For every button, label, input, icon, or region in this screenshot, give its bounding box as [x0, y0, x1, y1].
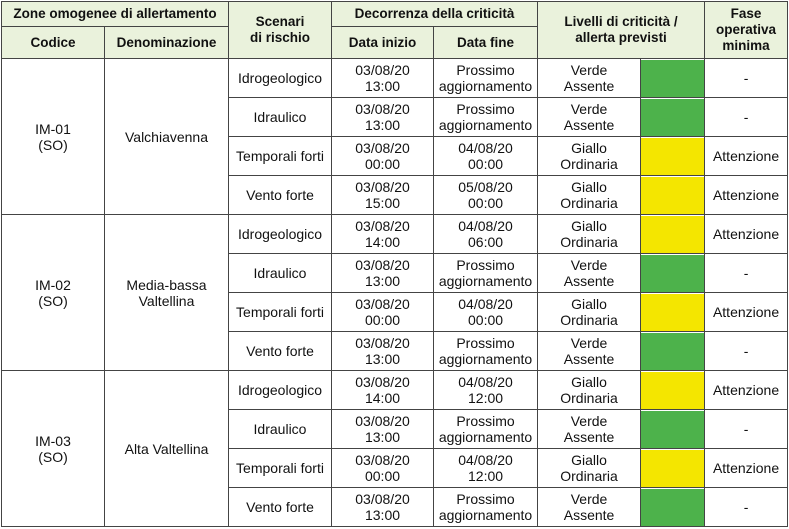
end-date-cell: Prossimo aggiornamento [434, 59, 538, 98]
start-date-cell: 03/08/20 13:00 [332, 59, 434, 98]
level-text-cell: Verde Assente [538, 98, 641, 137]
end-date-cell: Prossimo aggiornamento [434, 332, 538, 371]
time-group-header: Decorrenza della criticità [332, 2, 538, 27]
start-date-cell: 03/08/20 13:00 [332, 98, 434, 137]
scenario-cell: Vento forte [229, 488, 332, 527]
level-text-cell: Giallo Ordinaria [538, 137, 641, 176]
zone-name: Alta Valtellina [105, 371, 229, 527]
level-color-swatch [641, 371, 705, 410]
level-text-cell: Verde Assente [538, 59, 641, 98]
start-date-cell: 03/08/20 15:00 [332, 176, 434, 215]
start-date-cell: 03/08/20 13:00 [332, 254, 434, 293]
phase-cell: - [705, 98, 788, 137]
level-text-cell: Giallo Ordinaria [538, 293, 641, 332]
alert-table [1, 1, 788, 527]
start-date-cell: 03/08/20 14:00 [332, 215, 434, 254]
level-color-fill [641, 489, 704, 526]
start-date-cell: 03/08/20 13:00 [332, 410, 434, 449]
table-row [2, 59, 788, 98]
level-text-cell: Verde Assente [538, 410, 641, 449]
start-header: Data inizio [332, 27, 434, 59]
scenario-cell: Vento forte [229, 176, 332, 215]
level-color-fill [641, 333, 704, 370]
phase-cell: - [705, 488, 788, 527]
phase-cell: Attenzione [705, 137, 788, 176]
level-color-swatch [641, 137, 705, 176]
level-color-fill [641, 450, 704, 487]
phase-cell: - [705, 332, 788, 371]
level-color-fill [641, 99, 704, 136]
scenario-cell: Temporali forti [229, 449, 332, 488]
level-text-cell: Verde Assente [538, 488, 641, 527]
end-date-cell: 05/08/20 00:00 [434, 176, 538, 215]
level-color-fill [641, 216, 704, 253]
level-text-cell: Giallo Ordinaria [538, 449, 641, 488]
scenario-cell: Idraulico [229, 254, 332, 293]
end-date-cell: 04/08/20 00:00 [434, 293, 538, 332]
level-text-cell: Verde Assente [538, 254, 641, 293]
end-header: Data fine [434, 27, 538, 59]
zones-group-header: Zone omogenee di allertamento [2, 2, 229, 27]
level-color-swatch [641, 215, 705, 254]
zone-code: IM-01 (SO) [2, 59, 105, 215]
level-color-swatch [641, 98, 705, 137]
scenario-cell: Idraulico [229, 98, 332, 137]
end-date-cell: Prossimo aggiornamento [434, 254, 538, 293]
level-text-cell: Giallo Ordinaria [538, 176, 641, 215]
zone-name: Valchiavenna [105, 59, 229, 215]
end-date-cell: 04/08/20 06:00 [434, 215, 538, 254]
start-date-cell: 03/08/20 13:00 [332, 488, 434, 527]
level-color-fill [641, 372, 704, 409]
level-color-swatch [641, 176, 705, 215]
name-header: Denominazione [105, 27, 229, 59]
level-text-cell: Verde Assente [538, 332, 641, 371]
phase-header: Fase operativa minima [705, 2, 788, 59]
level-text-cell: Giallo Ordinaria [538, 371, 641, 410]
end-date-cell: Prossimo aggiornamento [434, 488, 538, 527]
level-color-fill [641, 255, 704, 292]
end-date-cell: 04/08/20 00:00 [434, 137, 538, 176]
phase-cell: Attenzione [705, 176, 788, 215]
table-row [2, 215, 788, 254]
phase-cell: Attenzione [705, 449, 788, 488]
scenario-cell: Idraulico [229, 410, 332, 449]
level-text-cell: Giallo Ordinaria [538, 215, 641, 254]
scenario-cell: Idrogeologico [229, 215, 332, 254]
phase-cell: Attenzione [705, 215, 788, 254]
level-color-fill [641, 411, 704, 448]
scenario-cell: Vento forte [229, 332, 332, 371]
level-color-swatch [641, 332, 705, 371]
level-color-swatch [641, 449, 705, 488]
end-date-cell: 04/08/20 12:00 [434, 449, 538, 488]
end-date-cell: 04/08/20 12:00 [434, 371, 538, 410]
table-body [2, 59, 788, 527]
end-date-cell: Prossimo aggiornamento [434, 98, 538, 137]
phase-cell: - [705, 59, 788, 98]
levels-header: Livelli di criticità / allerta previsti [538, 2, 705, 59]
level-color-fill [641, 294, 704, 331]
phase-cell: Attenzione [705, 371, 788, 410]
zone-code: IM-03 (SO) [2, 371, 105, 527]
end-date-cell: Prossimo aggiornamento [434, 410, 538, 449]
start-date-cell: 03/08/20 13:00 [332, 332, 434, 371]
code-header: Codice [2, 27, 105, 59]
level-color-swatch [641, 410, 705, 449]
scenario-cell: Idrogeologico [229, 371, 332, 410]
level-color-fill [641, 60, 704, 97]
level-color-swatch [641, 59, 705, 98]
level-color-swatch [641, 488, 705, 527]
start-date-cell: 03/08/20 00:00 [332, 293, 434, 332]
level-color-fill [641, 177, 704, 214]
start-date-cell: 03/08/20 00:00 [332, 137, 434, 176]
phase-cell: - [705, 410, 788, 449]
level-color-fill [641, 138, 704, 175]
zone-name: Media-bassa Valtellina [105, 215, 229, 371]
scenario-cell: Temporali forti [229, 137, 332, 176]
level-color-swatch [641, 254, 705, 293]
zone-code: IM-02 (SO) [2, 215, 105, 371]
scenario-header: Scenari di rischio [229, 2, 332, 59]
start-date-cell: 03/08/20 14:00 [332, 371, 434, 410]
start-date-cell: 03/08/20 00:00 [332, 449, 434, 488]
level-color-swatch [641, 293, 705, 332]
phase-cell: - [705, 254, 788, 293]
phase-cell: Attenzione [705, 293, 788, 332]
scenario-cell: Idrogeologico [229, 59, 332, 98]
scenario-cell: Temporali forti [229, 293, 332, 332]
table-row [2, 371, 788, 410]
